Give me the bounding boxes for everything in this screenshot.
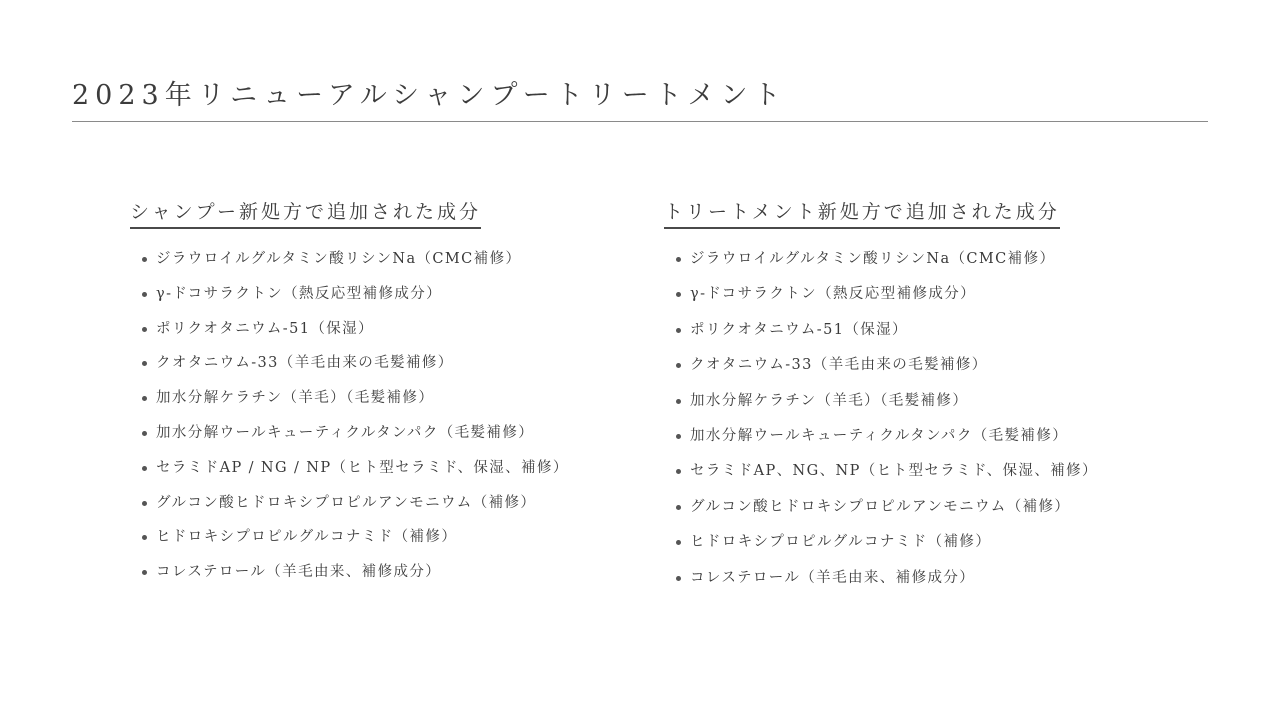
list-item bbox=[142, 486, 569, 521]
list-item bbox=[142, 312, 569, 347]
list-item bbox=[676, 277, 1098, 312]
bullet-icon bbox=[142, 257, 147, 262]
list-item bbox=[676, 419, 1098, 454]
ingredient-text: グルコン酸ヒドロキシプロピルアンモニウム（補修） bbox=[156, 494, 537, 511]
list-item bbox=[142, 381, 569, 416]
ingredient-text: ジラウロイルグルタミン酸リシンNa（CMC補修） bbox=[156, 251, 522, 267]
list-item bbox=[676, 454, 1098, 489]
page-title: 2023年リニューアルシャンプートリートメント bbox=[72, 80, 787, 111]
list-item bbox=[142, 520, 569, 555]
shampoo-heading: シャンプー新処方で追加された成分 bbox=[130, 198, 481, 229]
list-item bbox=[142, 451, 569, 486]
ingredient-text: ヒドロキシプロピルグルコナミド（補修） bbox=[690, 534, 992, 551]
bullet-icon bbox=[676, 540, 681, 545]
bullet-icon bbox=[142, 535, 147, 540]
bullet-icon bbox=[676, 399, 681, 404]
bullet-icon bbox=[142, 501, 147, 506]
list-item bbox=[676, 384, 1098, 419]
title-divider bbox=[72, 121, 1208, 122]
bullet-icon bbox=[676, 257, 681, 262]
list-item bbox=[676, 242, 1098, 277]
treatment-section bbox=[664, 198, 1098, 586]
bullet-icon bbox=[142, 327, 147, 332]
ingredient-text: γ-ドコサラクトン（熱反応型補修成分） bbox=[156, 285, 443, 302]
shampoo-ingredient-list bbox=[142, 242, 569, 590]
bullet-icon bbox=[142, 570, 147, 575]
bullet-icon bbox=[142, 361, 147, 366]
ingredient-text: 加水分解ケラチン（羊毛）（毛髪補修） bbox=[156, 390, 435, 407]
bullet-icon bbox=[142, 431, 147, 436]
list-item bbox=[142, 555, 569, 590]
bullet-icon bbox=[676, 328, 681, 333]
ingredient-text: 加水分解ケラチン（羊毛）（毛髪補修） bbox=[690, 392, 969, 409]
ingredient-text: セラミドAP / NG / NP（ヒト型セラミド、保湿、補修） bbox=[156, 459, 569, 476]
bullet-icon bbox=[676, 434, 681, 439]
ingredient-text: γ-ドコサラクトン（熱反応型補修成分） bbox=[690, 286, 977, 303]
bullet-icon bbox=[142, 292, 147, 297]
ingredient-text: コレステロール（羊毛由来、補修成分） bbox=[690, 569, 976, 586]
bullet-icon bbox=[142, 396, 147, 401]
list-item bbox=[676, 490, 1098, 525]
ingredient-text: クオタニウム-33（羊毛由来の毛髪補修） bbox=[690, 357, 988, 374]
bullet-icon bbox=[142, 466, 147, 471]
bullet-icon bbox=[676, 363, 681, 368]
bullet-icon bbox=[676, 576, 681, 581]
list-item bbox=[142, 277, 569, 312]
ingredient-text: ポリクオタニウム-51（保湿） bbox=[156, 320, 374, 337]
ingredient-text: ヒドロキシプロピルグルコナミド（補修） bbox=[156, 529, 458, 546]
bullet-icon bbox=[676, 469, 681, 474]
list-item bbox=[142, 416, 569, 451]
ingredient-text: 加水分解ウールキューティクルタンパク（毛髪補修） bbox=[156, 424, 535, 441]
bullet-icon bbox=[676, 505, 681, 510]
list-item bbox=[676, 561, 1098, 596]
ingredient-text: 加水分解ウールキューティクルタンパク（毛髪補修） bbox=[690, 428, 1069, 445]
ingredient-text: グルコン酸ヒドロキシプロピルアンモニウム（補修） bbox=[690, 498, 1071, 515]
list-item bbox=[676, 348, 1098, 383]
ingredient-text: ジラウロイルグルタミン酸リシンNa（CMC補修） bbox=[690, 251, 1056, 267]
bullet-icon bbox=[676, 292, 681, 297]
treatment-ingredient-list bbox=[676, 242, 1098, 596]
list-item bbox=[142, 346, 569, 381]
list-item bbox=[142, 242, 569, 277]
ingredient-text: セラミドAP、NG、NP（ヒト型セラミド、保湿、補修） bbox=[690, 463, 1098, 480]
ingredient-text: クオタニウム-33（羊毛由来の毛髪補修） bbox=[156, 355, 454, 372]
list-item bbox=[676, 525, 1098, 560]
ingredient-text: コレステロール（羊毛由来、補修成分） bbox=[156, 564, 442, 581]
list-item bbox=[676, 313, 1098, 348]
shampoo-section bbox=[130, 198, 569, 581]
ingredient-text: ポリクオタニウム-51（保湿） bbox=[690, 321, 908, 338]
treatment-heading: トリートメント新処方で追加された成分 bbox=[664, 198, 1060, 229]
